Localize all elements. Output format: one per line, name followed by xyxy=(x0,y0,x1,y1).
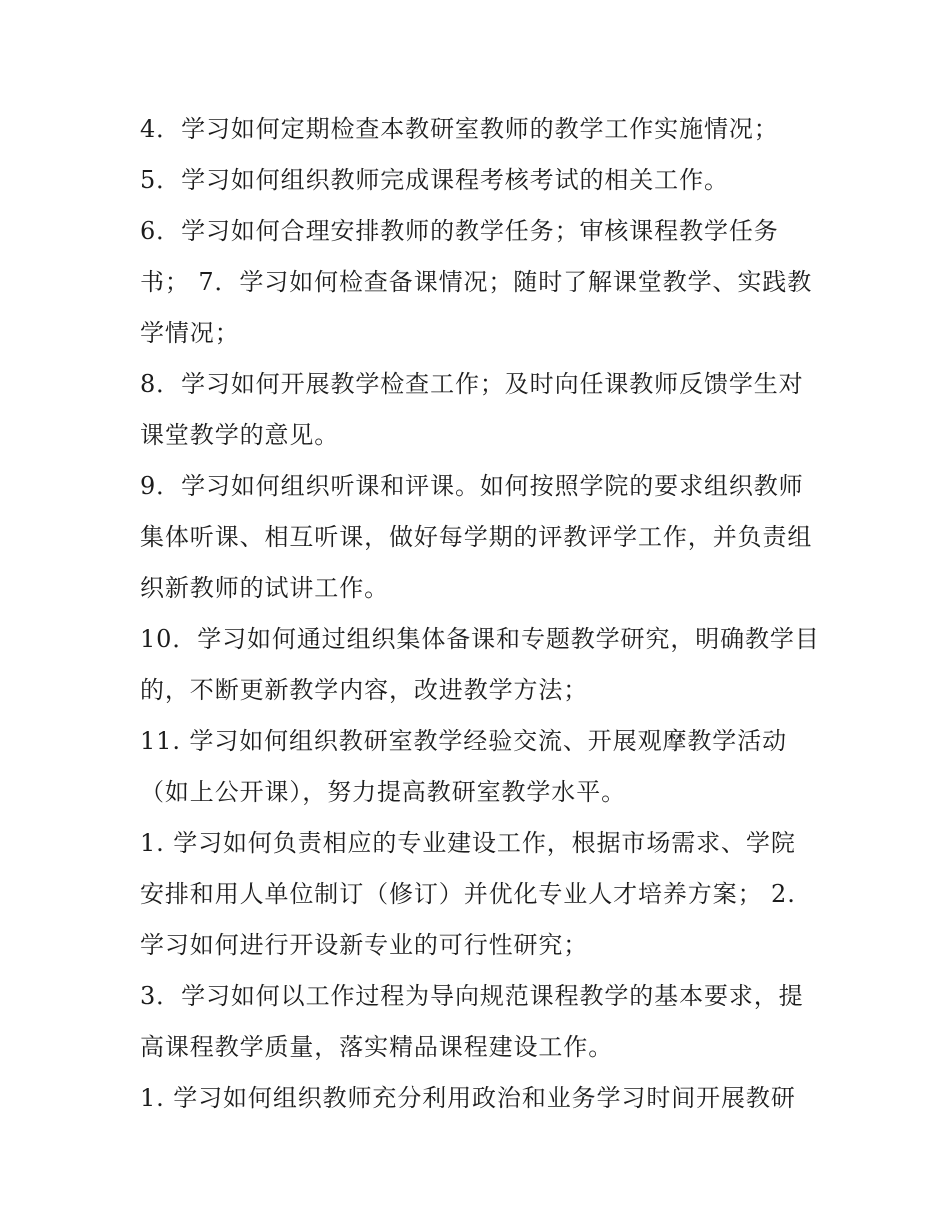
text-line: 高课程教学质量，落实精品课程建设工作。 xyxy=(140,1033,614,1061)
text-line: 8．学习如何开展教学检查工作；及时向任课教师反馈学生对 xyxy=(140,370,804,398)
text-line: 9．学习如何组织听课和评课。如何按照学院的要求组织教师 xyxy=(140,472,804,500)
text-line: 课堂教学的意见。 xyxy=(140,421,340,449)
text-line: 11. 学习如何组织教研室教学经验交流、开展观摩教学活动 xyxy=(140,727,787,755)
text-line: 学习如何进行开设新专业的可行性研究； xyxy=(140,931,589,959)
text-line: 10．学习如何通过组织集体备课和专题教学研究，明确教学目 xyxy=(140,625,820,653)
text-line: 集体听课、相互听课，做好每学期的评教评学工作，并负责组 xyxy=(140,523,813,551)
text-line: 学情况； xyxy=(140,319,240,347)
text-line: 5．学习如何组织教师完成课程考核考试的相关工作。 xyxy=(140,166,729,194)
text-line: 织新教师的试讲工作。 xyxy=(140,574,389,602)
text-line: 书； 7．学习如何检查备课情况；随时了解课堂教学、实践教 xyxy=(140,268,813,296)
text-line: 6．学习如何合理安排教师的教学任务；审核课程教学任务 xyxy=(140,217,779,245)
text-line: 3．学习如何以工作过程为导向规范课程教学的基本要求，提 xyxy=(140,982,804,1010)
text-line: 的，不断更新教学内容，改进教学方法； xyxy=(140,676,589,704)
text-line: 1. 学习如何组织教师充分利用政治和业务学习时间开展教研 xyxy=(140,1084,796,1112)
text-line: 安排和用人单位制订（修订）并优化专业人才培养方案； 2. xyxy=(140,880,796,908)
text-line: （如上公开课），努力提高教研室教学水平。 xyxy=(140,778,626,806)
text-line: 4．学习如何定期检查本教研室教师的教学工作实施情况； xyxy=(140,115,779,143)
text-line: 1. 学习如何负责相应的专业建设工作，根据市场需求、学院 xyxy=(140,829,796,857)
